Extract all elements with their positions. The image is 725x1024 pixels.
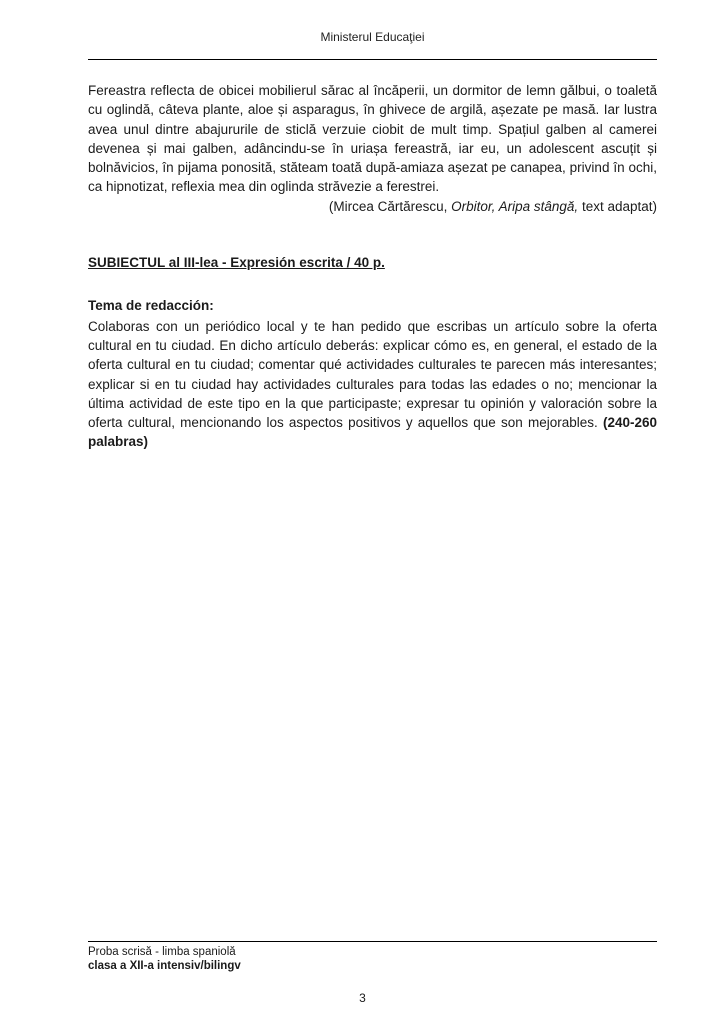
page-number: 3 (359, 991, 366, 1005)
document-body (0, 60, 725, 452)
task-paragraph (88, 317, 657, 452)
task-label: Tema de redacción: (88, 298, 214, 314)
word-count-requirement: (240-260 palabras) (88, 415, 657, 450)
attribution-book-title: Orbitor, Aripa stângă, (451, 198, 579, 214)
footer-exam-name: Proba scrisă - limba spaniolă (88, 946, 236, 958)
page-header (0, 0, 725, 60)
task-paragraph-text: Colaboras con un periódico local y te han pedido que escribas un artículo sobre la oferta cultural en tu ciudad. En dicho artículo deberás: explicar cómo es, en general, el estado de la oferta cultural en tu ciudad; comentar qué actividades culturales te parecen más interesantes; explicar si en tu ciudad hay actividades culturales para todas las edades o no; mencionar la última actividad de este tipo en la que participaste; expresar tu opinión y valoración sobre la oferta cultural, mencionando los aspectos positivos y aquellos que son mejorables. (88, 318, 657, 431)
section-heading: SUBIECTUL al III-lea - Expresión escrita / 40 p. (88, 255, 385, 271)
attribution-suffix: text adaptat) (578, 198, 657, 214)
footer-class-info: clasa a XII-a intensiv/bilingv (88, 960, 241, 972)
quote-paragraph: Fereastra reflecta de obicei mobilierul sărac al încăperii, un dormitor de lemn gălbui, o toaletă cu oglindă, câteva plante, aloe și asparagus, în ghivece de argilă, așezate pe masă. Iar lustra avea unul dintre abajururile de sticlă verzuie ciobit de mult timp. Spațiul galben al camerei devenea și mai galben, adâncindu-se în uriașa fereastră, iar eu, un adolescent ascuțit și bolnăvicios, în pijama ponosită, stăteam toată după-amiaza așezat pe canapea, privind în ochi, ca hipnotizat, reflexia mea din oglinda străvezie a ferestrei. (88, 83, 657, 195)
page-footer (88, 941, 657, 973)
attribution-line (88, 197, 657, 216)
attribution-prefix: (Mircea Cărtărescu, (328, 198, 452, 214)
footer-divider (88, 941, 657, 942)
header-title: Ministerul Educaţiei (320, 30, 425, 44)
